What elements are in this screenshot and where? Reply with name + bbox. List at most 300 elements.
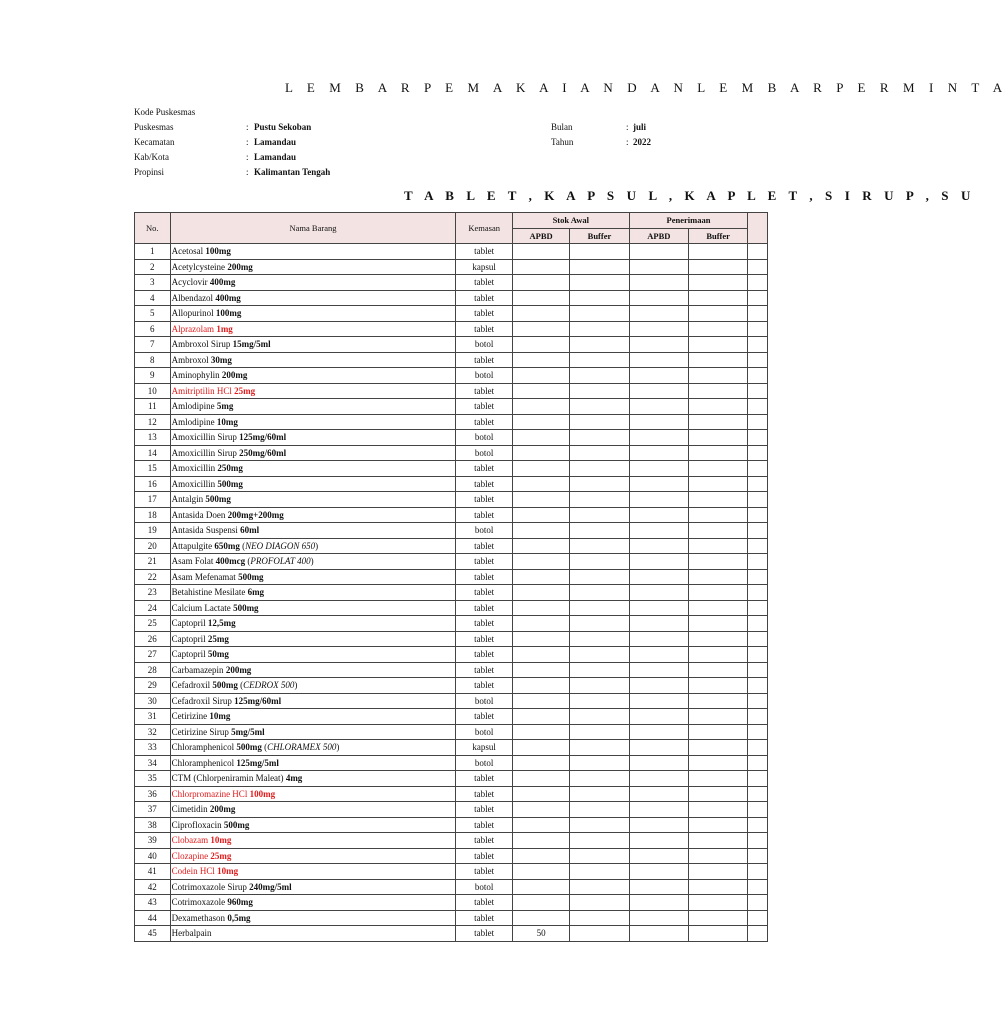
penerimaan-buffer-cell[interactable]	[688, 461, 747, 477]
drug-kemasan: botol	[456, 337, 513, 353]
stok-awal-buffer-cell[interactable]	[570, 647, 629, 663]
stok-awal-apbd-cell[interactable]	[512, 678, 569, 694]
penerimaan-buffer-cell[interactable]	[688, 352, 747, 368]
drug-kemasan: tablet	[456, 926, 513, 942]
next-column-cell[interactable]	[748, 399, 768, 415]
stok-awal-buffer-cell[interactable]	[570, 461, 629, 477]
stok-awal-buffer-cell[interactable]	[570, 662, 629, 678]
drug-kemasan: botol	[456, 368, 513, 384]
row-number: 3	[135, 275, 171, 291]
penerimaan-buffer-cell[interactable]	[688, 879, 747, 895]
stok-awal-apbd-cell[interactable]	[512, 879, 569, 895]
row-number: 6	[135, 321, 171, 337]
penerimaan-buffer-cell[interactable]	[688, 306, 747, 322]
penerimaan-buffer-cell[interactable]	[688, 569, 747, 585]
stok-awal-apbd-cell[interactable]	[512, 306, 569, 322]
stok-awal-buffer-cell[interactable]	[570, 817, 629, 833]
penerimaan-apbd-cell[interactable]	[629, 352, 688, 368]
drug-dose: 125mg/5ml	[236, 757, 279, 768]
row-number: 41	[135, 864, 171, 880]
penerimaan-buffer-cell[interactable]	[688, 492, 747, 508]
penerimaan-buffer-cell[interactable]	[688, 244, 747, 260]
stok-awal-buffer-cell[interactable]	[570, 709, 629, 725]
drug-kemasan: tablet	[456, 631, 513, 647]
stok-awal-apbd-cell[interactable]	[512, 414, 569, 430]
next-column-cell[interactable]	[748, 678, 768, 694]
stok-awal-buffer-cell[interactable]	[570, 554, 629, 570]
next-column-cell[interactable]	[748, 755, 768, 771]
stok-awal-apbd-cell[interactable]	[512, 802, 569, 818]
next-column-cell[interactable]	[748, 724, 768, 740]
stok-awal-buffer-cell[interactable]	[570, 275, 629, 291]
drug-kemasan: tablet	[456, 507, 513, 523]
stok-awal-buffer-cell[interactable]	[570, 383, 629, 399]
stok-awal-buffer-cell[interactable]	[570, 786, 629, 802]
drug-name-text: Amoxicillin Sirup	[171, 432, 240, 443]
penerimaan-apbd-cell[interactable]	[629, 631, 688, 647]
penerimaan-buffer-cell[interactable]	[688, 430, 747, 446]
stok-awal-apbd-cell[interactable]	[512, 569, 569, 585]
next-column-cell[interactable]	[748, 631, 768, 647]
penerimaan-apbd-cell[interactable]	[629, 507, 688, 523]
stok-awal-buffer-cell[interactable]	[570, 337, 629, 353]
penerimaan-apbd-cell[interactable]	[629, 740, 688, 756]
next-column-cell[interactable]	[748, 771, 768, 787]
drug-name-text: Clozapine	[171, 850, 211, 861]
penerimaan-buffer-cell[interactable]	[688, 740, 747, 756]
drug-dose: 500mg	[233, 602, 259, 613]
penerimaan-apbd-cell[interactable]	[629, 290, 688, 306]
next-column-cell[interactable]	[748, 786, 768, 802]
stok-awal-buffer-cell[interactable]	[570, 631, 629, 647]
stok-awal-buffer-cell[interactable]	[570, 724, 629, 740]
stok-awal-buffer-cell[interactable]	[570, 926, 629, 942]
penerimaan-buffer-cell[interactable]	[688, 662, 747, 678]
penerimaan-buffer-cell[interactable]	[688, 755, 747, 771]
drug-dose: 500mg	[212, 680, 238, 691]
penerimaan-apbd-cell[interactable]	[629, 492, 688, 508]
stok-awal-buffer-cell[interactable]	[570, 616, 629, 632]
stok-awal-apbd-cell[interactable]	[512, 817, 569, 833]
stok-awal-apbd-cell[interactable]	[512, 445, 569, 461]
penerimaan-buffer-cell[interactable]	[688, 693, 747, 709]
table-row	[135, 368, 768, 384]
stok-awal-buffer-cell[interactable]	[570, 244, 629, 260]
stok-awal-buffer-cell[interactable]	[570, 755, 629, 771]
penerimaan-buffer-cell[interactable]	[688, 678, 747, 694]
table-row	[135, 352, 768, 368]
stok-awal-apbd-cell[interactable]	[512, 399, 569, 415]
penerimaan-apbd-cell[interactable]	[629, 306, 688, 322]
penerimaan-apbd-cell[interactable]	[629, 755, 688, 771]
stok-awal-apbd-cell[interactable]	[512, 833, 569, 849]
header-stok-awal: Stok Awal	[512, 213, 629, 229]
drug-name-text: Amoxicillin	[171, 463, 218, 474]
stok-awal-buffer-cell[interactable]	[570, 507, 629, 523]
stok-awal-apbd-cell[interactable]	[512, 476, 569, 492]
penerimaan-buffer-cell[interactable]	[688, 259, 747, 275]
penerimaan-apbd-cell[interactable]	[629, 833, 688, 849]
next-column-cell[interactable]	[748, 507, 768, 523]
stok-awal-buffer-cell[interactable]	[570, 368, 629, 384]
next-column-cell[interactable]	[748, 569, 768, 585]
penerimaan-buffer-cell[interactable]	[688, 802, 747, 818]
penerimaan-buffer-cell[interactable]	[688, 585, 747, 601]
stok-awal-buffer-cell[interactable]	[570, 848, 629, 864]
drug-name	[170, 771, 456, 787]
stok-awal-apbd-cell[interactable]	[512, 554, 569, 570]
next-column-cell[interactable]	[748, 414, 768, 430]
next-column-cell[interactable]	[748, 709, 768, 725]
penerimaan-apbd-cell[interactable]	[629, 662, 688, 678]
drug-name-text: Clobazam	[171, 835, 211, 846]
stok-awal-apbd-cell[interactable]	[512, 616, 569, 632]
drug-kemasan: tablet	[456, 786, 513, 802]
next-column-cell[interactable]	[748, 647, 768, 663]
penerimaan-buffer-cell[interactable]	[688, 616, 747, 632]
stok-awal-buffer-cell[interactable]	[570, 678, 629, 694]
next-column-cell[interactable]	[748, 523, 768, 539]
penerimaan-apbd-cell[interactable]	[629, 616, 688, 632]
next-column-cell[interactable]	[748, 306, 768, 322]
drug-kemasan: tablet	[456, 616, 513, 632]
next-column-cell[interactable]	[748, 383, 768, 399]
drug-kemasan: tablet	[456, 709, 513, 725]
stok-awal-apbd-cell[interactable]	[512, 755, 569, 771]
drug-name-text: Acetylcysteine	[171, 261, 228, 272]
stok-awal-apbd-cell[interactable]: 50	[512, 926, 569, 942]
penerimaan-apbd-cell[interactable]	[629, 864, 688, 880]
stok-awal-buffer-cell[interactable]	[570, 399, 629, 415]
next-column-cell[interactable]	[748, 554, 768, 570]
next-column-cell[interactable]	[748, 600, 768, 616]
stok-awal-apbd-cell[interactable]	[512, 910, 569, 926]
penerimaan-apbd-cell[interactable]	[629, 538, 688, 554]
next-column-cell[interactable]	[748, 616, 768, 632]
stok-awal-apbd-cell[interactable]	[512, 724, 569, 740]
drug-kemasan: tablet	[456, 833, 513, 849]
penerimaan-buffer-cell[interactable]	[688, 926, 747, 942]
next-column-cell[interactable]	[748, 430, 768, 446]
penerimaan-apbd-cell[interactable]	[629, 817, 688, 833]
drug-dose: 200mg	[221, 370, 248, 381]
next-column-cell[interactable]	[748, 802, 768, 818]
next-column-cell[interactable]	[748, 833, 768, 849]
drug-dose: 960mg	[227, 897, 253, 908]
next-column-cell[interactable]	[748, 492, 768, 508]
stok-awal-buffer-cell[interactable]	[570, 290, 629, 306]
penerimaan-apbd-cell[interactable]	[629, 259, 688, 275]
penerimaan-buffer-cell[interactable]	[688, 631, 747, 647]
stok-awal-apbd-cell[interactable]	[512, 538, 569, 554]
penerimaan-apbd-cell[interactable]	[629, 910, 688, 926]
drug-kemasan: tablet	[456, 290, 513, 306]
info-colon: :	[246, 122, 249, 132]
stok-awal-apbd-cell[interactable]	[512, 647, 569, 663]
next-column-cell[interactable]	[748, 321, 768, 337]
table-row	[135, 569, 768, 585]
row-number: 44	[135, 910, 171, 926]
next-column-cell[interactable]	[748, 368, 768, 384]
table-row	[135, 879, 768, 895]
penerimaan-apbd-cell[interactable]	[629, 926, 688, 942]
penerimaan-apbd-cell[interactable]	[629, 476, 688, 492]
stok-awal-buffer-cell[interactable]	[570, 600, 629, 616]
penerimaan-buffer-cell[interactable]	[688, 337, 747, 353]
stok-awal-apbd-cell[interactable]	[512, 275, 569, 291]
header-penerimaan: Penerimaan	[629, 213, 748, 229]
penerimaan-apbd-cell[interactable]	[629, 585, 688, 601]
drug-name-text: Amlodipine	[171, 416, 217, 427]
penerimaan-buffer-cell[interactable]	[688, 383, 747, 399]
next-column-cell[interactable]	[748, 817, 768, 833]
stok-awal-apbd-cell[interactable]	[512, 352, 569, 368]
penerimaan-buffer-cell[interactable]	[688, 709, 747, 725]
penerimaan-apbd-cell[interactable]	[629, 430, 688, 446]
penerimaan-apbd-cell[interactable]	[629, 321, 688, 337]
next-column-cell[interactable]	[748, 244, 768, 260]
stok-awal-buffer-cell[interactable]	[570, 833, 629, 849]
drug-dose: 10mg	[216, 416, 238, 427]
penerimaan-buffer-cell[interactable]	[688, 275, 747, 291]
drug-name-text: Amoxicillin	[171, 478, 218, 489]
penerimaan-buffer-cell[interactable]	[688, 647, 747, 663]
row-number: 13	[135, 430, 171, 446]
stok-awal-apbd-cell[interactable]	[512, 585, 569, 601]
stok-awal-apbd-cell[interactable]	[512, 430, 569, 446]
drug-dose: 500mg	[205, 494, 231, 505]
penerimaan-apbd-cell[interactable]	[629, 600, 688, 616]
penerimaan-apbd-cell[interactable]	[629, 802, 688, 818]
next-column-cell[interactable]	[748, 864, 768, 880]
penerimaan-buffer-cell[interactable]	[688, 910, 747, 926]
penerimaan-buffer-cell[interactable]	[688, 368, 747, 384]
next-column-cell[interactable]	[748, 290, 768, 306]
stok-awal-apbd-cell[interactable]	[512, 786, 569, 802]
drug-kemasan: tablet	[456, 461, 513, 477]
stok-awal-apbd-cell[interactable]	[512, 693, 569, 709]
stok-awal-buffer-cell[interactable]	[570, 306, 629, 322]
drug-name	[170, 368, 456, 384]
drug-name	[170, 507, 456, 523]
stok-awal-buffer-cell[interactable]	[570, 321, 629, 337]
stok-awal-apbd-cell[interactable]	[512, 895, 569, 911]
drug-kemasan: tablet	[456, 476, 513, 492]
stok-awal-buffer-cell[interactable]	[570, 430, 629, 446]
penerimaan-apbd-cell[interactable]	[629, 337, 688, 353]
drug-name	[170, 321, 456, 337]
stok-awal-buffer-cell[interactable]	[570, 445, 629, 461]
next-column-cell[interactable]	[748, 879, 768, 895]
drug-name-text: Amitriptilin HCl	[171, 385, 235, 396]
drug-name-text: Allopurinol	[171, 308, 216, 319]
drug-dose: 100mg	[249, 788, 276, 799]
stok-awal-buffer-cell[interactable]	[570, 740, 629, 756]
penerimaan-buffer-cell[interactable]	[688, 476, 747, 492]
drug-kemasan: tablet	[456, 306, 513, 322]
row-number: 37	[135, 802, 171, 818]
next-column-cell[interactable]	[748, 445, 768, 461]
penerimaan-apbd-cell[interactable]	[629, 275, 688, 291]
stok-awal-buffer-cell[interactable]	[570, 879, 629, 895]
penerimaan-apbd-cell[interactable]	[629, 895, 688, 911]
next-column-cell[interactable]	[748, 895, 768, 911]
row-number: 40	[135, 848, 171, 864]
next-column-cell[interactable]	[748, 693, 768, 709]
drug-kemasan: tablet	[456, 399, 513, 415]
penerimaan-buffer-cell[interactable]	[688, 414, 747, 430]
penerimaan-apbd-cell[interactable]	[629, 244, 688, 260]
penerimaan-apbd-cell[interactable]	[629, 399, 688, 415]
drug-kemasan: tablet	[456, 538, 513, 554]
penerimaan-buffer-cell[interactable]	[688, 833, 747, 849]
penerimaan-buffer-cell[interactable]	[688, 786, 747, 802]
drug-dose: 100mg	[205, 246, 231, 257]
penerimaan-apbd-cell[interactable]	[629, 414, 688, 430]
row-number: 23	[135, 585, 171, 601]
penerimaan-apbd-cell[interactable]	[629, 569, 688, 585]
stok-awal-buffer-cell[interactable]	[570, 693, 629, 709]
stok-awal-buffer-cell[interactable]	[570, 802, 629, 818]
table-row	[135, 445, 768, 461]
stok-awal-apbd-cell[interactable]	[512, 492, 569, 508]
stok-awal-apbd-cell[interactable]	[512, 461, 569, 477]
stok-awal-apbd-cell[interactable]	[512, 290, 569, 306]
stok-awal-buffer-cell[interactable]	[570, 569, 629, 585]
penerimaan-apbd-cell[interactable]	[629, 445, 688, 461]
drug-name	[170, 755, 456, 771]
drug-dose: 200mg+200mg	[227, 509, 284, 520]
stok-awal-buffer-cell[interactable]	[570, 771, 629, 787]
next-column-cell[interactable]	[748, 461, 768, 477]
next-column-cell[interactable]	[748, 476, 768, 492]
row-number: 18	[135, 507, 171, 523]
drug-name	[170, 244, 456, 260]
table-row	[135, 709, 768, 725]
penerimaan-buffer-cell[interactable]	[688, 724, 747, 740]
stok-awal-apbd-cell[interactable]	[512, 259, 569, 275]
stok-awal-buffer-cell[interactable]	[570, 864, 629, 880]
stok-awal-apbd-cell[interactable]	[512, 600, 569, 616]
drug-dose: 240mg/5ml	[249, 881, 292, 892]
next-column-cell[interactable]	[748, 538, 768, 554]
penerimaan-buffer-cell[interactable]	[688, 321, 747, 337]
stok-awal-buffer-cell[interactable]	[570, 538, 629, 554]
row-number: 12	[135, 414, 171, 430]
info-row-puskesmas	[134, 122, 394, 136]
info-label: Kecamatan	[134, 137, 175, 147]
penerimaan-apbd-cell[interactable]	[629, 678, 688, 694]
penerimaan-buffer-cell[interactable]	[688, 554, 747, 570]
stok-awal-buffer-cell[interactable]	[570, 492, 629, 508]
stok-awal-buffer-cell[interactable]	[570, 352, 629, 368]
stok-awal-buffer-cell[interactable]	[570, 523, 629, 539]
penerimaan-buffer-cell[interactable]	[688, 445, 747, 461]
row-number: 28	[135, 662, 171, 678]
next-column-cell[interactable]	[748, 585, 768, 601]
penerimaan-buffer-cell[interactable]	[688, 538, 747, 554]
penerimaan-buffer-cell[interactable]	[688, 600, 747, 616]
drug-name	[170, 383, 456, 399]
stok-awal-buffer-cell[interactable]	[570, 259, 629, 275]
row-number: 25	[135, 616, 171, 632]
stok-awal-apbd-cell[interactable]	[512, 631, 569, 647]
penerimaan-buffer-cell[interactable]	[688, 771, 747, 787]
penerimaan-buffer-cell[interactable]	[688, 864, 747, 880]
stok-awal-buffer-cell[interactable]	[570, 895, 629, 911]
stok-awal-apbd-cell[interactable]	[512, 244, 569, 260]
next-column-cell[interactable]	[748, 662, 768, 678]
penerimaan-apbd-cell[interactable]	[629, 523, 688, 539]
penerimaan-apbd-cell[interactable]	[629, 786, 688, 802]
penerimaan-apbd-cell[interactable]	[629, 771, 688, 787]
penerimaan-apbd-cell[interactable]	[629, 647, 688, 663]
penerimaan-buffer-cell[interactable]	[688, 507, 747, 523]
penerimaan-buffer-cell[interactable]	[688, 290, 747, 306]
stok-awal-apbd-cell[interactable]	[512, 523, 569, 539]
next-column-cell[interactable]	[748, 910, 768, 926]
drug-dose: 25mg	[210, 850, 232, 861]
stok-awal-apbd-cell[interactable]	[512, 771, 569, 787]
next-column-cell[interactable]	[748, 352, 768, 368]
drug-name-text: Captopril	[171, 618, 208, 629]
stok-awal-buffer-cell[interactable]	[570, 414, 629, 430]
stok-awal-apbd-cell[interactable]	[512, 864, 569, 880]
penerimaan-apbd-cell[interactable]	[629, 554, 688, 570]
drug-dose: 500mg	[223, 819, 250, 830]
next-column-cell[interactable]	[748, 740, 768, 756]
penerimaan-apbd-cell[interactable]	[629, 368, 688, 384]
stok-awal-apbd-cell[interactable]	[512, 321, 569, 337]
penerimaan-buffer-cell[interactable]	[688, 817, 747, 833]
drug-dose: 15mg/5ml	[232, 339, 271, 350]
penerimaan-buffer-cell[interactable]	[688, 895, 747, 911]
penerimaan-apbd-cell[interactable]	[629, 848, 688, 864]
row-number: 27	[135, 647, 171, 663]
stok-awal-apbd-cell[interactable]	[512, 740, 569, 756]
penerimaan-buffer-cell[interactable]	[688, 523, 747, 539]
penerimaan-apbd-cell[interactable]	[629, 693, 688, 709]
stok-awal-apbd-cell[interactable]	[512, 507, 569, 523]
stok-awal-apbd-cell[interactable]	[512, 383, 569, 399]
drug-table	[134, 212, 768, 942]
stok-awal-apbd-cell[interactable]	[512, 662, 569, 678]
drug-name	[170, 414, 456, 430]
stok-awal-apbd-cell[interactable]	[512, 368, 569, 384]
penerimaan-apbd-cell[interactable]	[629, 724, 688, 740]
drug-dose: 25mg	[207, 633, 229, 644]
next-column-cell[interactable]	[748, 275, 768, 291]
table-row	[135, 492, 768, 508]
stok-awal-apbd-cell[interactable]	[512, 709, 569, 725]
penerimaan-apbd-cell[interactable]	[629, 879, 688, 895]
stok-awal-apbd-cell[interactable]	[512, 337, 569, 353]
next-column-cell[interactable]	[748, 259, 768, 275]
next-column-cell[interactable]	[748, 848, 768, 864]
stok-awal-buffer-cell[interactable]	[570, 476, 629, 492]
stok-awal-apbd-cell[interactable]	[512, 848, 569, 864]
penerimaan-buffer-cell[interactable]	[688, 399, 747, 415]
stok-awal-buffer-cell[interactable]	[570, 910, 629, 926]
stok-awal-buffer-cell[interactable]	[570, 585, 629, 601]
penerimaan-apbd-cell[interactable]	[629, 383, 688, 399]
penerimaan-apbd-cell[interactable]	[629, 709, 688, 725]
next-column-cell[interactable]	[748, 337, 768, 353]
next-column-cell[interactable]	[748, 926, 768, 942]
penerimaan-buffer-cell[interactable]	[688, 848, 747, 864]
penerimaan-apbd-cell[interactable]	[629, 461, 688, 477]
drug-name-text: Cetirizine	[171, 711, 210, 722]
